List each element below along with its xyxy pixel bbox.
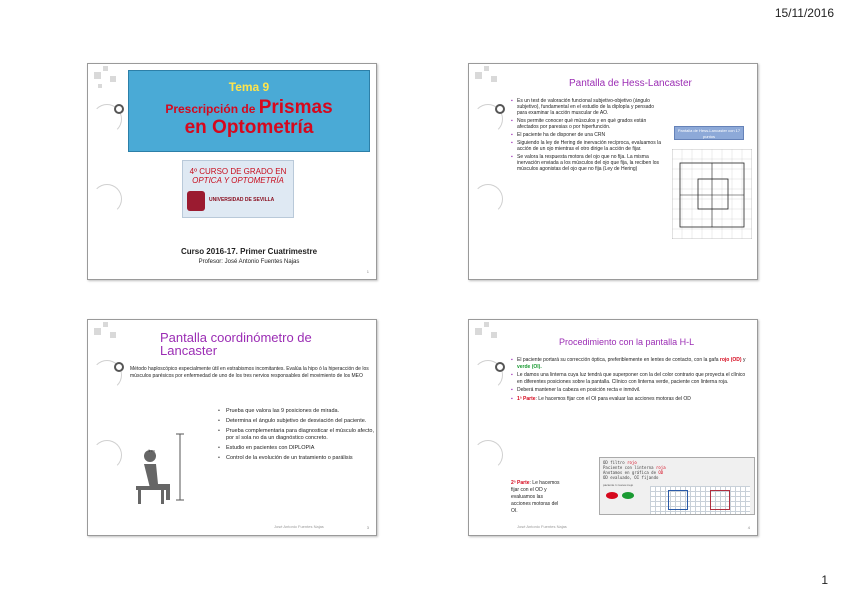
intro-text: Método haploscópico especialmente útil en estrabismos incomitantes. Evalúa la hipo ó la hiperacción de los músculos parésicos por enfermedad de uno de los tres nervios responsables del movimiento de los MEO xyxy=(130,366,369,379)
list-item: • Estudio en pacientes con DIPLOPIA xyxy=(218,445,377,452)
title-line-1: Tema 9 xyxy=(228,80,270,94)
list-item: ▪ Le damos una linterna cuya luz tendrá que superponer con la del color contrario que proyecta el clínico en diferentes posiciones sobre la pantalla. Clínico con linterna verde, paciente con linterna roja. xyxy=(511,372,751,385)
slide-3[interactable] xyxy=(87,319,377,536)
university-logo xyxy=(187,191,205,211)
list-item: ▪ Nos permite conocer qué músculos y en qué grados están afectados por paresias o por hiperfunción. xyxy=(511,118,661,130)
slide-number: 4 xyxy=(747,525,750,530)
hess-grid-icon xyxy=(650,486,750,514)
list-item: ▪ El paciente portará su corrección óptica, preferiblemente en lentes de contacto, con la gafa rojo (OD) y verde (OI). xyxy=(511,357,751,370)
side-decoration xyxy=(88,320,126,535)
list-item: ▪ Es un test de valoración funcional subjetivo-objetivo (ángulo subjetivo), fundamental en el estudio de la diplopía y pensado para examinar la acción muscular de AO. xyxy=(511,98,661,116)
screen-text: OD filtro rojo Paciente con linterna roja Anotamos en gráfica de OD OD evaluado, OI fijando xyxy=(603,460,666,480)
green-light-icon xyxy=(622,492,634,499)
step-2-text: 2ª Parte: Le hacemos fijar con el OD y evaluamos las acciones motoras del OI. xyxy=(511,480,560,514)
header-date: 15/11/2016 xyxy=(774,6,834,20)
course-box xyxy=(182,160,294,218)
hess-caption: Pantalla de Hess-Lancaster con 17 puntos xyxy=(674,126,744,140)
page-number: 1 xyxy=(821,573,828,587)
seated-patient-icon xyxy=(128,430,208,510)
hess-lancaster-grid-icon xyxy=(672,149,752,239)
footer-author: José Antonio Fuentes Najas xyxy=(274,524,324,529)
course-line-2: OPTICA Y OPTOMETRÍA xyxy=(192,176,284,185)
distance-label: 1 m xyxy=(148,448,155,453)
slide-title: Procedimiento con la pantalla H-L xyxy=(559,337,695,347)
list-item: • Determina el ángulo subjetivo de desviación del paciente. xyxy=(218,418,377,425)
slide-4[interactable] xyxy=(468,319,758,536)
side-decoration xyxy=(469,320,507,535)
slide-number: 1 xyxy=(366,269,369,274)
list-item: ▪ Deberá mantener la cabeza en posición recta e inmóvil. xyxy=(511,387,751,394)
title-box xyxy=(128,70,370,152)
footer-author: José Antonio Fuentes Najas xyxy=(517,524,567,529)
list-item: • Prueba complementaria para diagnosticar el músculo afecto, por sí sola no da un diagnóstico concreto. xyxy=(218,428,377,442)
list-item: ▪ Se valora la respuesta motora del ojo que no fija. La misma inervación enviada a los músculos del ojo que fija, la reciben los músculos agonistas del ojo que no fija (Ley de Hering) xyxy=(511,154,661,172)
bullet-list xyxy=(511,357,751,404)
slide-number: 3 xyxy=(366,525,369,530)
list-item: • Control de la evolución de un tratamiento o parálisis xyxy=(218,455,377,462)
side-decoration xyxy=(88,64,126,279)
slide-1[interactable] xyxy=(87,63,377,280)
slide-title: Pantalla de Hess-Lancaster xyxy=(569,78,692,89)
university-name: UNIVERSIDAD DE SEVILLA xyxy=(209,197,275,203)
screen-label: paciente 1 nueva mejo xyxy=(603,483,634,487)
course-line-1: 4º CURSO DE GRADO EN xyxy=(189,167,287,176)
bullet-list xyxy=(218,408,377,465)
list-item: ▪ 1ª Parte: Le hacemos fijar con el OI para evaluar las acciones motoras del OD xyxy=(511,396,751,403)
list-item: ▪ El paciente ha de disponer de una CRN xyxy=(511,132,661,138)
slide-bullet-icon xyxy=(114,104,124,114)
slide-bullet-icon xyxy=(495,362,505,372)
slide-bullet-icon xyxy=(495,104,505,114)
list-item: • Prueba que valora las 9 posiciones de mirada. xyxy=(218,408,377,415)
slide-bullet-icon xyxy=(114,362,124,372)
screen-illustration xyxy=(599,457,755,515)
side-decoration xyxy=(469,64,507,279)
red-light-icon xyxy=(606,492,618,499)
list-item: ▪ Siguiendo la ley de Hering de inervación recíproca, evaluamos la acción de un ojo mientras el otro dirige la acción de fijar. xyxy=(511,140,661,152)
title-line-2: Prescripción de Prismas xyxy=(165,97,333,118)
slide-2[interactable] xyxy=(468,63,758,280)
title-line-3: en Optometría xyxy=(184,116,314,138)
bullet-list xyxy=(511,98,661,174)
slide-title: Pantalla coordinómetro de Lancaster xyxy=(160,330,312,358)
professor-name: Profesor: José Antonio Fuentes Najas xyxy=(198,259,300,265)
course-year: Curso 2016-17. Primer Cuatrimestre xyxy=(180,247,318,256)
